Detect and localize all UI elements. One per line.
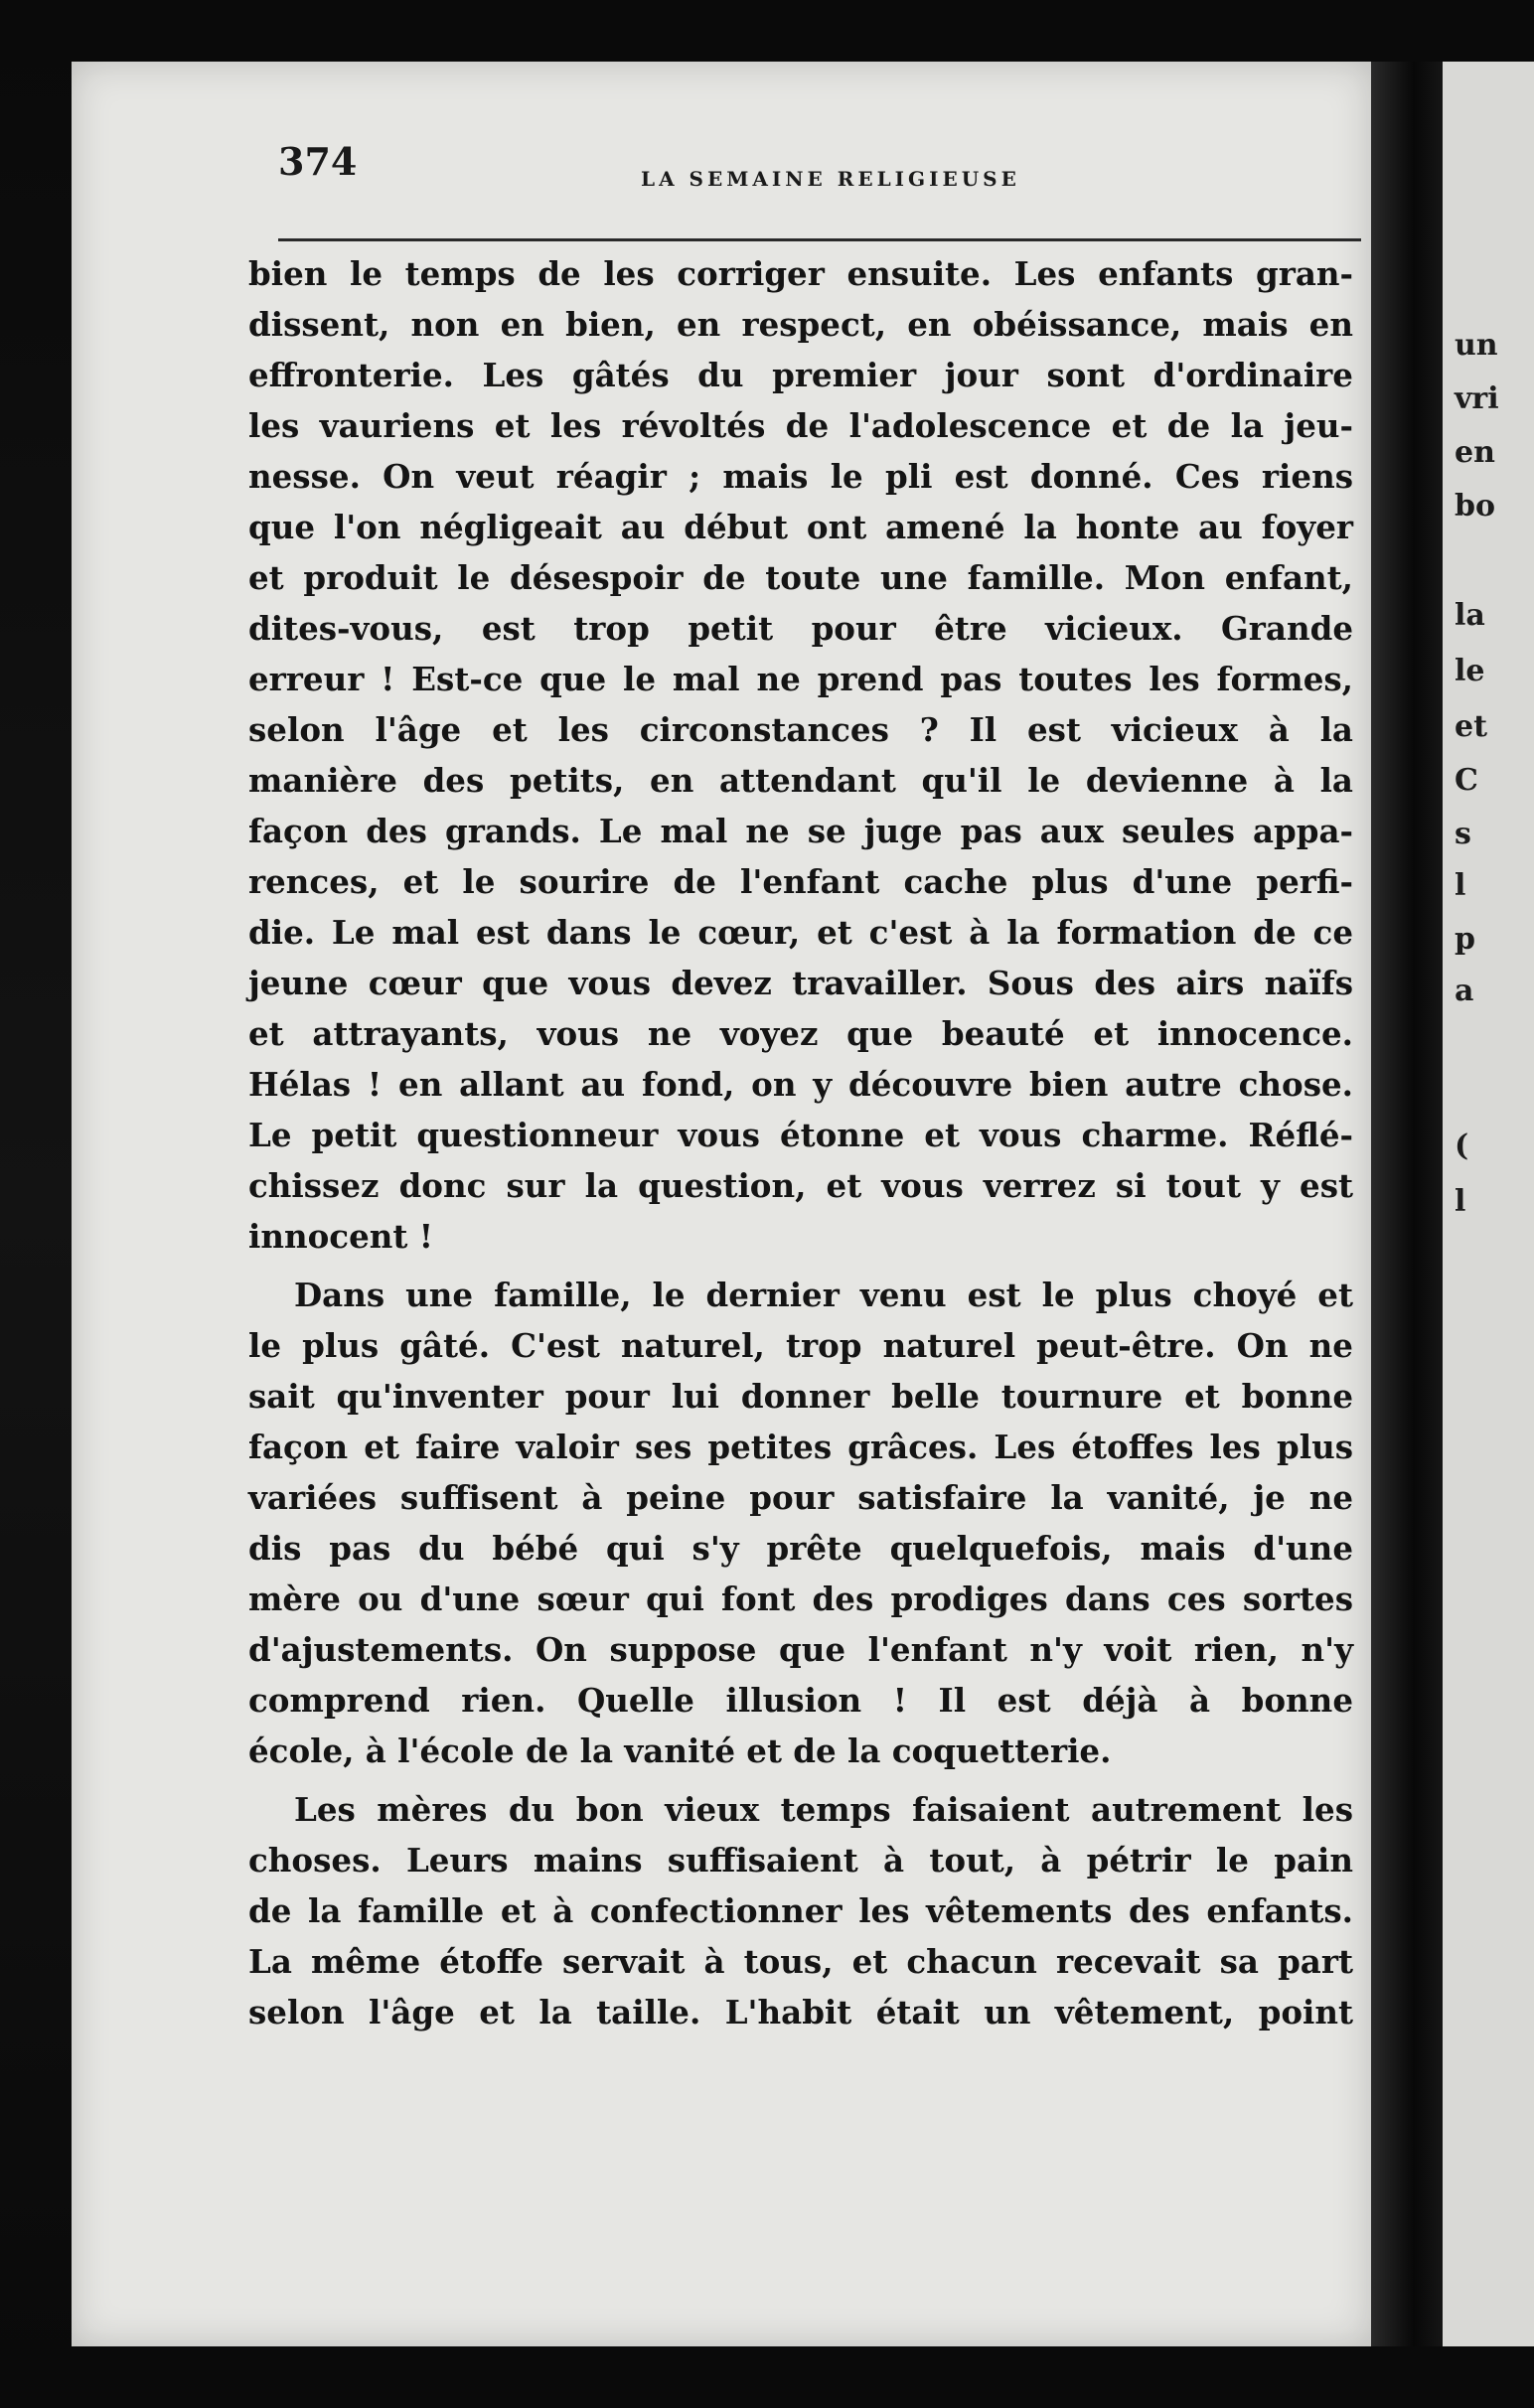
text-line: selon l'âge et la taille. L'habit était un vêtement, point — [248, 1993, 1353, 2032]
text-line: Le petit questionneur vous étonne et vous charme. Réflé- — [248, 1116, 1353, 1154]
text-line: d'ajustements. On suppose que l'enfant n'y voit rien, n'y — [248, 1630, 1353, 1669]
text-line: bien le temps de les corriger ensuite. Les enfants gran- — [248, 254, 1353, 293]
text-line: et produit le désespoir de toute une famille. Mon enfant, — [248, 558, 1353, 597]
facing-page-fragment: en — [1455, 435, 1495, 470]
text-line: variées suffisent à peine pour satisfaire la vanité, je ne — [248, 1478, 1353, 1517]
text-line: die. Le mal est dans le cœur, et c'est à la formation de ce — [248, 913, 1353, 952]
text-line: manière des petits, en attendant qu'il le devienne à la — [248, 761, 1353, 800]
text-line: école, à l'école de la vanité et de la coquetterie. — [248, 1731, 1112, 1770]
facing-page-fragment: ( — [1455, 1129, 1469, 1163]
text-line: Hélas ! en allant au fond, on y découvre bien autre chose. — [248, 1065, 1353, 1104]
text-line: de la famille et à confectionner les vêtements des enfants. — [248, 1891, 1353, 1930]
text-line: selon l'âge et les circonstances ? Il est vicieux à la — [248, 710, 1353, 749]
facing-page-fragment: p — [1455, 922, 1475, 957]
text-line: comprend rien. Quelle illusion ! Il est déjà à bonne — [248, 1681, 1353, 1720]
text-line: dis pas du bébé qui s'y prête quelquefois, mais d'une — [248, 1529, 1353, 1568]
facing-page-fragment: s — [1455, 817, 1471, 851]
book-gutter — [1371, 62, 1443, 2346]
text-line: dissent, non en bien, en respect, en obéissance, mais en — [248, 305, 1353, 344]
facing-page-edge — [1443, 62, 1534, 2346]
body-text — [248, 248, 1353, 2045]
facing-page-fragment: bo — [1455, 489, 1495, 524]
text-line: Dans une famille, le dernier venu est le plus choyé et — [294, 1276, 1353, 1314]
text-line: rences, et le sourire de l'enfant cache plus d'une perfi- — [248, 862, 1353, 901]
page-header — [209, 139, 1361, 199]
text-line: nesse. On veut réagir ; mais le pli est donné. Ces riens — [248, 457, 1353, 496]
facing-page-fragment: C — [1455, 763, 1478, 798]
running-title: LA SEMAINE RELIGIEUSE — [641, 167, 1020, 191]
facing-page-fragment: la — [1455, 598, 1485, 633]
text-line: La même étoffe servait à tous, et chacun recevait sa part — [248, 1942, 1353, 1981]
text-line: jeune cœur que vous devez travailler. Sous des airs naïfs — [248, 964, 1353, 1002]
text-line: dites-vous, est trop petit pour être vicieux. Grande — [248, 609, 1353, 648]
text-line: effronterie. Les gâtés du premier jour sont d'ordinaire — [248, 356, 1353, 394]
text-line: chissez donc sur la question, et vous verrez si tout y est — [248, 1166, 1353, 1205]
paragraph — [248, 1270, 1353, 1776]
text-line: que l'on négligeait au début ont amené la honte au foyer — [248, 508, 1353, 546]
facing-page-fragment: le — [1455, 654, 1485, 688]
facing-page-fragment: vri — [1455, 381, 1499, 416]
text-line: Les mères du bon vieux temps faisaient autrement les — [294, 1790, 1353, 1829]
text-line: et attrayants, vous ne voyez que beauté et innocence. — [248, 1014, 1353, 1053]
text-line: sait qu'inventer pour lui donner belle tournure et bonne — [248, 1377, 1353, 1416]
text-line: choses. Leurs mains suffisaient à tout, à pétrir le pain — [248, 1841, 1353, 1880]
facing-page-fragment: et — [1455, 709, 1487, 744]
text-line: les vauriens et les révoltés de l'adolescence et de la jeu- — [248, 406, 1353, 445]
paragraph — [248, 1784, 1353, 2037]
facing-page-fragment: l — [1455, 1184, 1466, 1219]
header-rule — [278, 238, 1361, 241]
facing-page-fragment: l — [1455, 868, 1466, 903]
text-line: façon et faire valoir ses petites grâces. Les étoffes les plus — [248, 1428, 1353, 1466]
text-line: mère ou d'une sœur qui font des prodiges dans ces sortes — [248, 1580, 1353, 1618]
text-line: innocent ! — [248, 1217, 433, 1256]
page-number: 374 — [278, 139, 358, 184]
text-line: façon des grands. Le mal ne se juge pas aux seules appa- — [248, 812, 1353, 850]
paragraph — [248, 248, 1353, 1262]
text-line: erreur ! Est-ce que le mal ne prend pas toutes les formes, — [248, 660, 1353, 698]
text-line: le plus gâté. C'est naturel, trop naturel peut-être. On ne — [248, 1326, 1353, 1365]
facing-page-fragment: a — [1455, 974, 1474, 1008]
facing-page-fragment: un — [1455, 328, 1498, 363]
